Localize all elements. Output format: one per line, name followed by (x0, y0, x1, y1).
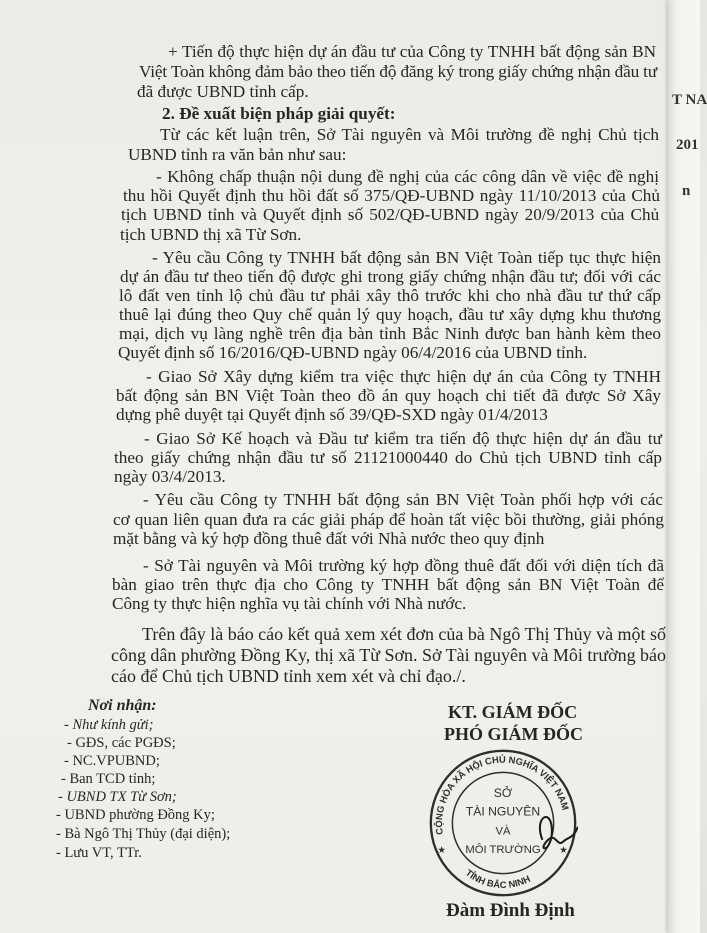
text-line: dự án đầu tư theo tiến độ được ghi trong giấy chứng nhận đầu tư; đối với các (120, 267, 661, 286)
text-line: theo giấy chứng nhận đầu tư số 21121000440 do Chủ tịch UBND tỉnh cấp (114, 448, 662, 467)
signature-subtitle: PHÓ GIÁM ĐỐC (444, 724, 583, 744)
recipient-item: - UBND TX Từ Sơn; (58, 789, 177, 805)
section-heading: 2. Đề xuất biện pháp giải quyết: (162, 104, 396, 123)
text-line: bàn giao trên thực địa cho Công ty TNHH bất động sản BN Việt Toàn để (112, 575, 664, 594)
text-line: cơ quan liên quan đưa ra các giải pháp để hoàn tất việc bồi thường, giải phóng (113, 510, 664, 529)
text-line: dựng phê duyệt tại Quyết định số 39/QĐ-SXD ngày 01/4/2013 (116, 405, 548, 424)
text-line: ngày 03/4/2013. (114, 467, 226, 486)
text-line: mại, dịch vụ làng nghề trên địa bàn tỉnh Bắc Ninh được ban hành kèm theo (119, 324, 661, 343)
adjacent-page-edge (668, 0, 707, 933)
page-fragment: T NA (672, 92, 707, 108)
text-line: cáo để Chủ tịch UBND tỉnh xem xét và chỉ đạo./. (111, 666, 466, 686)
text-line: + Tiến độ thực hiện dự án đầu tư của Công ty TNHH bất động sản BN (168, 42, 656, 61)
recipient-item: - GĐS, các PGĐS; (67, 735, 176, 751)
text-line: Việt Toàn không đảm bảo theo tiến độ đăng ký trong giấy chứng nhận đầu tư (139, 62, 657, 81)
text-line: tịch UBND thị xã Từ Sơn. (120, 225, 302, 244)
stamp-center-line: MÔI TRƯỜNG (465, 844, 541, 856)
text-line: bất động sản BN Việt Toàn theo đồ án quy hoạch chi tiết đã được Sở Xây (116, 386, 661, 405)
signature-title: KT. GIÁM ĐỐC (448, 702, 578, 722)
text-line: thuê lại đúng theo Quy chế quản lý quy hoạch, đầu tư xây dựng khu thương (119, 305, 661, 324)
text-line: tịch UBND tỉnh và Quyết định số 502/QĐ-UBND ngày 20/9/2013 của Chủ (121, 205, 660, 224)
svg-text:TỈNH BẮC NINH (464, 868, 532, 890)
text-line: UBND tỉnh ra văn bản như sau: (128, 145, 347, 164)
recipient-item: - UBND phường Đồng Ky; (56, 807, 215, 823)
text-line: - Yêu cầu Công ty TNHH bất động sản BN Việt Toàn phối hợp với các (143, 490, 663, 509)
stamp-bottom-arc: TỈNH BẮC NINH (463, 867, 532, 891)
page-fragment: 201 (676, 137, 699, 153)
text-line: mặt bằng và ký hợp đồng thuê đất với Nhà nước theo quy định (113, 529, 545, 548)
text-line: - Yêu cầu Công ty TNHH bất động sản BN Việt Toàn tiếp tục thực hiện (152, 248, 661, 267)
star-icon: ★ (559, 846, 568, 856)
text-line: Từ các kết luận trên, Sở Tài nguyên và Môi trường đề nghị Chủ tịch (160, 125, 659, 144)
text-line: đã được UBND tỉnh cấp. (137, 82, 309, 101)
text-line: Quyết định số 16/2016/QĐ-UBND ngày 06/4/2016 của UBND tỉnh. (118, 343, 588, 362)
recipient-item: - NC.VPUBND; (64, 753, 160, 769)
text-line: Trên đây là báo cáo kết quả xem xét đơn của bà Ngô Thị Thủy và một số (142, 624, 666, 644)
text-line: - Giao Sở Kế hoạch và Đầu tư kiểm tra tiến độ thực hiện dự án đầu tư (144, 429, 662, 448)
text-line: - Không chấp thuận nội dung đề nghị của các công dân về việc đề nghị (156, 167, 659, 186)
recipient-item: - Bà Ngô Thị Thủy (đại diện); (56, 826, 231, 842)
signer-name: Đàm Đình Định (446, 900, 575, 921)
recipient-item: - Ban TCD tỉnh; (61, 771, 156, 787)
recipient-item: - Lưu VT, TTr. (56, 845, 142, 861)
text-line: - Giao Sở Xây dựng kiểm tra việc thực hiện dự án của Công ty TNHH (146, 367, 661, 386)
stamp-center-line: TÀI NGUYÊN (465, 804, 541, 819)
star-icon: ★ (437, 846, 446, 856)
text-line: Công ty thực hiện nghĩa vụ tài chính với Nhà nước. (112, 594, 467, 613)
stamp-center-line: VÀ (495, 825, 511, 838)
page-fragment: n (682, 183, 691, 199)
text-line: công dân phường Đồng Ky, thị xã Từ Sơn. Sở Tài nguyên và Môi trường báo (111, 645, 666, 665)
stamp-center-line: SỞ (493, 785, 513, 800)
stamp-top-arc: CỘNG HÒA XÃ HỘI CHỦ NGHĨA VIỆT NAM (434, 754, 571, 836)
text-line: lô đất ven tỉnh lộ chủ đầu tư phải xây thô trước khi cho nhà đầu tư thứ cấp (119, 286, 661, 305)
text-line: - Sở Tài nguyên và Môi trường ký hợp đồng thuê đất đối với diện tích đã (143, 556, 664, 575)
recipient-item: - Như kính gửi; (64, 717, 154, 733)
text-line: thu hồi Quyết định thu hồi đất số 375/QĐ-UBND ngày 11/10/2013 của Chủ (123, 186, 660, 205)
official-stamp (428, 748, 578, 898)
recipients-title: Nơi nhận: (88, 697, 157, 714)
